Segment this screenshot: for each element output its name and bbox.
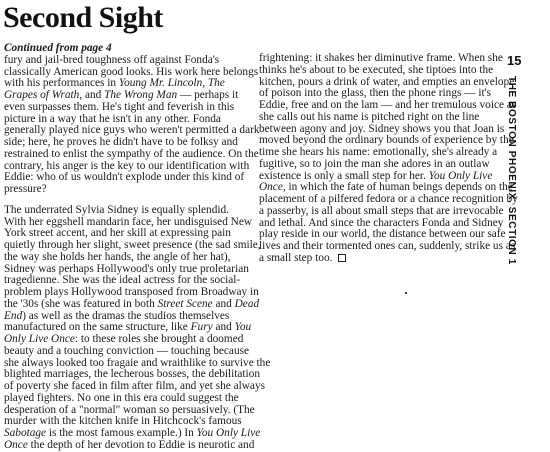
text-run: a passerby, is all about small steps that are irrevocable xyxy=(259,204,504,217)
text-run: desperation of a "normal" woman so persuasively. (The xyxy=(4,403,255,416)
text-run: problem plays Hollywood transposed from Broadway in xyxy=(4,286,259,298)
text-run: side; here, he proves he didn't have to be folksy and xyxy=(4,136,238,148)
text-run: of poverty she faced in film after film, and yet she always xyxy=(4,380,265,392)
text-run: York street accent, and her skill at expressing pain xyxy=(4,227,231,240)
text-run: Fury xyxy=(190,321,213,334)
text-run: the '30s (she was featured in both xyxy=(4,297,158,310)
text-run: even surpasses them. He's tight and feverish in this xyxy=(4,100,235,113)
text-run: play reside in our world, the distance between our safe xyxy=(259,228,506,241)
text-run: Young Mr. Lincoln, The xyxy=(118,77,225,90)
text-run: Grapes of Wrath, xyxy=(4,89,83,101)
text-run: The Wrong Man xyxy=(104,89,178,101)
text-run: murder with the kitchen knife in Hitchcock's famous xyxy=(4,415,242,428)
text-run: pressure? xyxy=(4,183,47,195)
text-run: and xyxy=(212,321,235,334)
text-run: fugitive, so to join the man she adores in an outlaw xyxy=(259,157,490,170)
text-run: played fighters. No one in this era could suggest the xyxy=(4,391,239,404)
text-run: Continued from page 4 xyxy=(4,42,112,54)
text-run: she calls out his name is pitched right on the line xyxy=(259,110,480,123)
text-run: moved beyond the ordinary bounds of experience by the xyxy=(259,134,514,147)
text-run: , in which the fate of human beings depends on the xyxy=(282,181,513,194)
text-run: thinks he's about to be executed, she tiptoes into the xyxy=(259,63,494,76)
text-run: blighted marriages, the lecherous bosses, the debilitation xyxy=(4,368,260,381)
text-run: Eddie: who of us wouldn't explode under this kind of xyxy=(4,171,245,184)
text-run: and lethal. And since the characters Fonda and Sidney xyxy=(259,216,504,229)
text-run: contrary, his anger is the key to our identification with xyxy=(4,159,250,172)
text-run: You Only Live xyxy=(196,427,261,439)
text-run: the way she holds her hands, the angle of her hat), xyxy=(4,250,231,263)
text-run: Once xyxy=(259,181,283,194)
text-run: existence is only a small step for her. xyxy=(259,169,429,182)
page-number: 15 xyxy=(507,53,522,68)
text-run: End xyxy=(4,309,23,322)
print-speck xyxy=(405,292,407,294)
text-run: of poison into the glass, then the phone rings — it's xyxy=(259,87,492,100)
article-column-left xyxy=(4,42,271,452)
text-line xyxy=(4,438,255,452)
text-run: kitchen, pours a drink of water, and empties an envelope xyxy=(259,75,515,88)
text-run: Once xyxy=(4,438,28,451)
text-run: You Only Live xyxy=(428,169,493,182)
text-run: Sabotage xyxy=(4,427,47,439)
text-run: frightening: it shakes her diminutive frame. When she xyxy=(259,52,503,64)
text-run: classically American good looks. His work here belongs xyxy=(4,65,259,78)
text-run: she always looked too fragaie and wraithlike to survive the xyxy=(4,356,271,369)
text-run: With her eggshell mandarin face, her undisguised New xyxy=(4,215,252,228)
text-run: is the most famous example.) In xyxy=(46,427,197,439)
text-run: manufactured on the same structure, like xyxy=(4,321,191,334)
text-run: Dead xyxy=(234,297,260,310)
text-run: the depth of her devotion to Eddie is neurotic and xyxy=(27,438,255,451)
text-run: time she hears his name: emotionally, she's already a xyxy=(259,146,498,158)
text-run: lives and their tormented ones can, suddenly, strike us as xyxy=(259,240,516,252)
text-run: — perhaps it xyxy=(177,89,239,101)
text-run: restrained to enlist the sympathy of the audience. On the xyxy=(4,147,259,160)
text-line xyxy=(4,184,248,196)
text-run: picture in a way that he isn't in any other. Fonda xyxy=(4,112,221,125)
text-run: fury and jail-bred toughness off against Fonda's xyxy=(4,53,220,66)
text-run: Only Live Once xyxy=(4,333,75,345)
text-run: ) as well as the dramas the studios themselves xyxy=(22,309,230,322)
text-run: and xyxy=(82,89,105,101)
text-run: Sidney was perhaps Hollywood's only true proletarian xyxy=(4,262,249,275)
text-run: with his performances in xyxy=(4,77,119,90)
text-run: The underrated Sylvia Sidney is equally splendid. xyxy=(4,203,229,216)
headline: Second Sight xyxy=(3,1,163,34)
text-run: between agony and joy. Sidney shows you that Joan is xyxy=(259,122,505,135)
text-run: and xyxy=(212,297,235,310)
publication-credit: THE BOSTON PHOENIX, SECTION 1 xyxy=(506,76,517,265)
text-run: : to these roles she brought a doomed xyxy=(74,333,244,345)
text-run: quietly through her slight, sweet presence (the sad smile, xyxy=(4,239,261,251)
text-run: a small step too. xyxy=(259,251,333,264)
text-run: You xyxy=(234,321,252,334)
text-run: generally played nice guys who weren't permitted a dark xyxy=(4,124,260,137)
text-run: placement of a pilfered fedora or a chance recognition by xyxy=(259,193,518,205)
text-run: tragedienne. She was the ideal actress for the social- xyxy=(4,274,241,287)
text-run: Street Scene xyxy=(157,297,213,310)
end-of-article-mark xyxy=(338,254,346,262)
text-run: beauty and a touching conviction — touching because xyxy=(4,344,250,357)
text-line xyxy=(259,253,499,265)
text-run: Eddie, free and on the lam — and her tremulous voice as xyxy=(259,99,517,111)
page-sidebar xyxy=(500,50,550,415)
